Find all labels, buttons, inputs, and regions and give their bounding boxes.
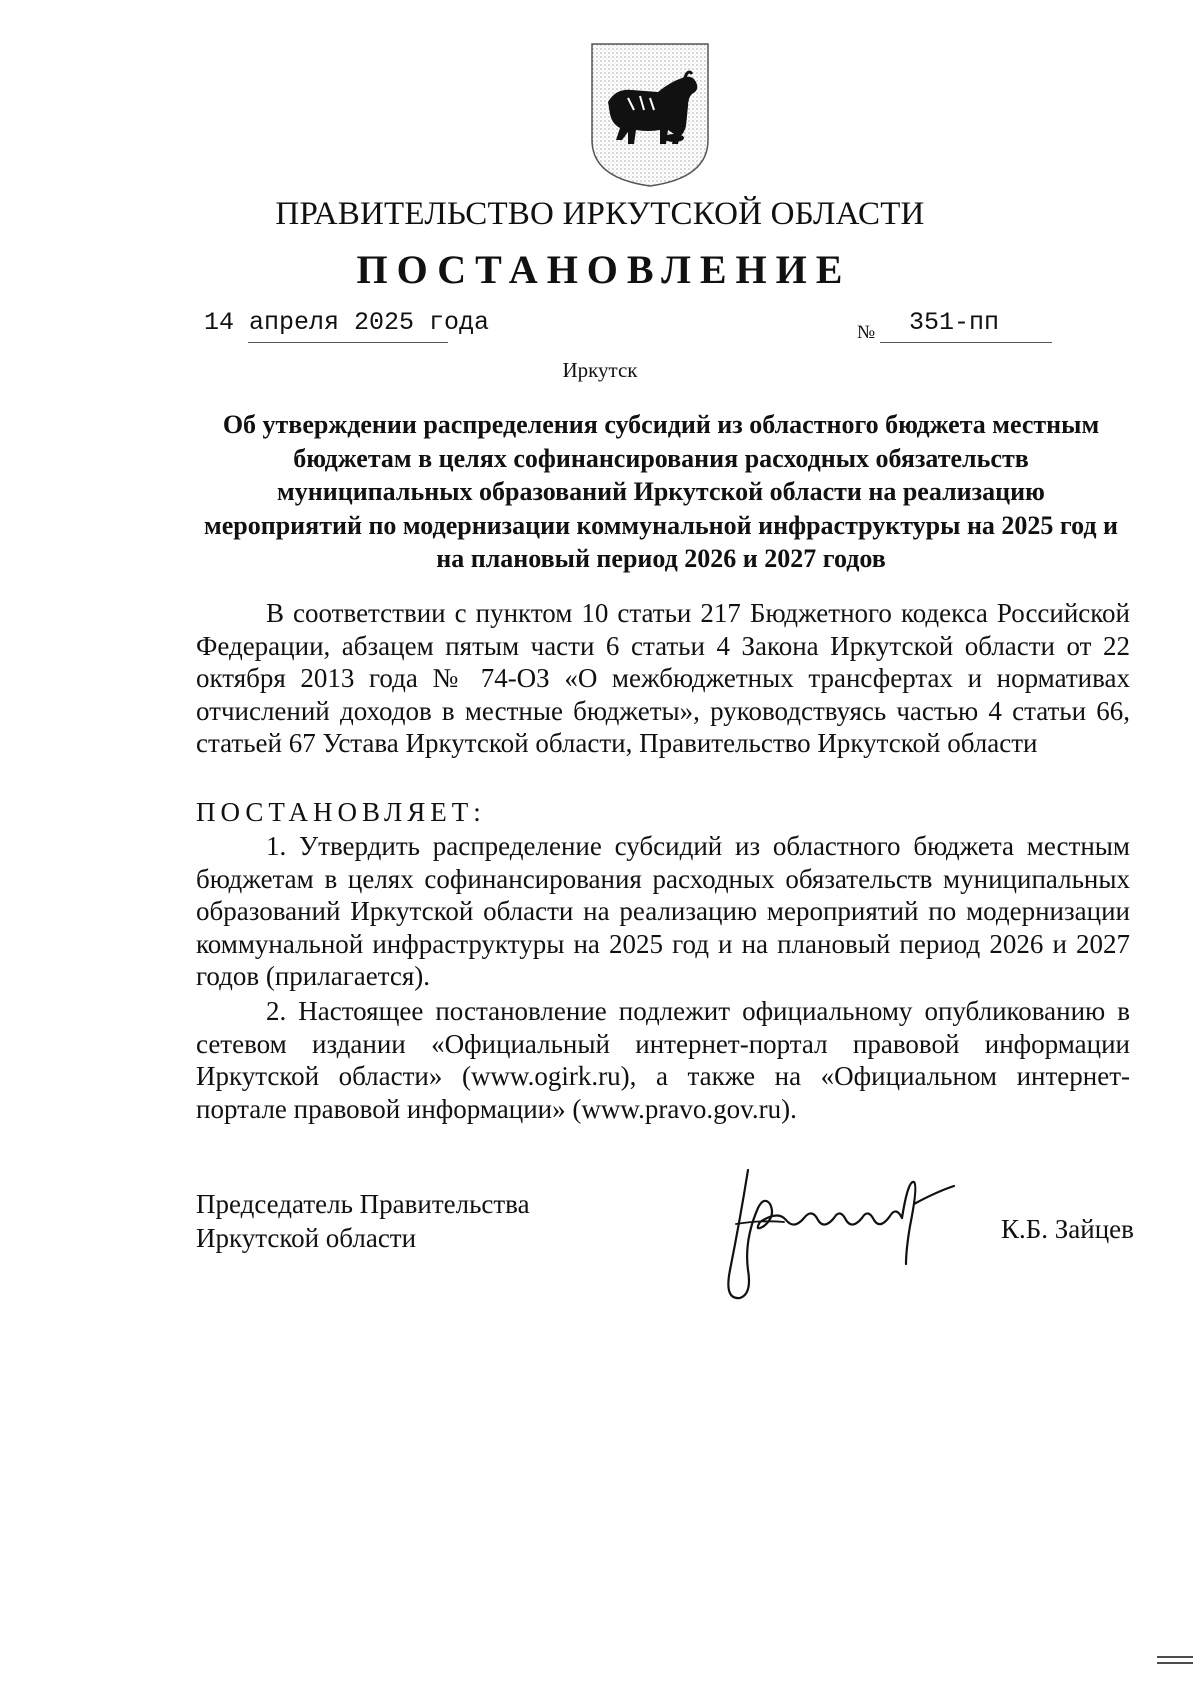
date-underline [248, 342, 448, 343]
government-name: ПРАВИТЕЛЬСТВО ИРКУТСКОЙ ОБЛАСТИ [275, 196, 925, 232]
document-number: 351-пп [909, 308, 1000, 337]
item-1-paragraph: 1. Утвердить распределение субсидий из областного бюджета местным бюджетам в целях софинансирования расходных обязательств муниципальных образований Иркутской области на реализацию мероприятий по модернизации коммунальной инфраструктуры на 2025 год и на плановый период 2026 и 2027 годов (прилагается). [196, 831, 1130, 992]
signer-name: К.Б. Зайцев [1001, 1214, 1134, 1244]
number-underline [880, 342, 1052, 343]
signer-title-line-2: Иркутской области [196, 1223, 417, 1253]
signer-title [196, 1187, 530, 1255]
document-city: Иркутск [562, 358, 638, 382]
number-sign: № [857, 322, 876, 343]
coat-of-arms-emblem [588, 40, 712, 190]
document-date: 14 апреля 2025 года [204, 308, 490, 337]
handwritten-signature [700, 1160, 960, 1310]
resolves-word: ПОСТАНОВЛЯЕТ: [196, 797, 486, 827]
item-2-paragraph: 2. Настоящее постановление подлежит официальному опубликованию в сетевом издании «Официальный интернет-портал правовой информации Иркутской области» (www.ogirk.ru), а также на «Официальном интернет-портале правовой информации» (www.pravo.gov.ru). [196, 996, 1130, 1124]
document-title: Об утверждении распределения субсидий из областного бюджета местным бюджетам в целях софинансирования расходных обязательств муниципальных образований Иркутской области на реализацию мероприятий по модернизации коммунальной инфраструктуры на 2025 год и на плановый период 2026 и 2027 годов [204, 410, 1118, 573]
document-type: ПОСТАНОВЛЕНИЕ [356, 247, 852, 292]
signer-title-line-1: Председатель Правительства [196, 1189, 530, 1219]
scan-corner-mark [1155, 1653, 1195, 1667]
preamble-paragraph: В соответствии с пунктом 10 статьи 217 Бюджетного кодекса Российской Федерации, абзацем пятым части 6 статьи 4 Закона Иркутской области от 22 октября 2013 года № 74-ОЗ «О межбюджетных трансфертах и нормативах отчислений доходов в местные бюджеты», руководствуясь частью 4 статьи 66, статьей 67 Устава Иркутской области, Правительство Иркутской области [196, 598, 1130, 759]
